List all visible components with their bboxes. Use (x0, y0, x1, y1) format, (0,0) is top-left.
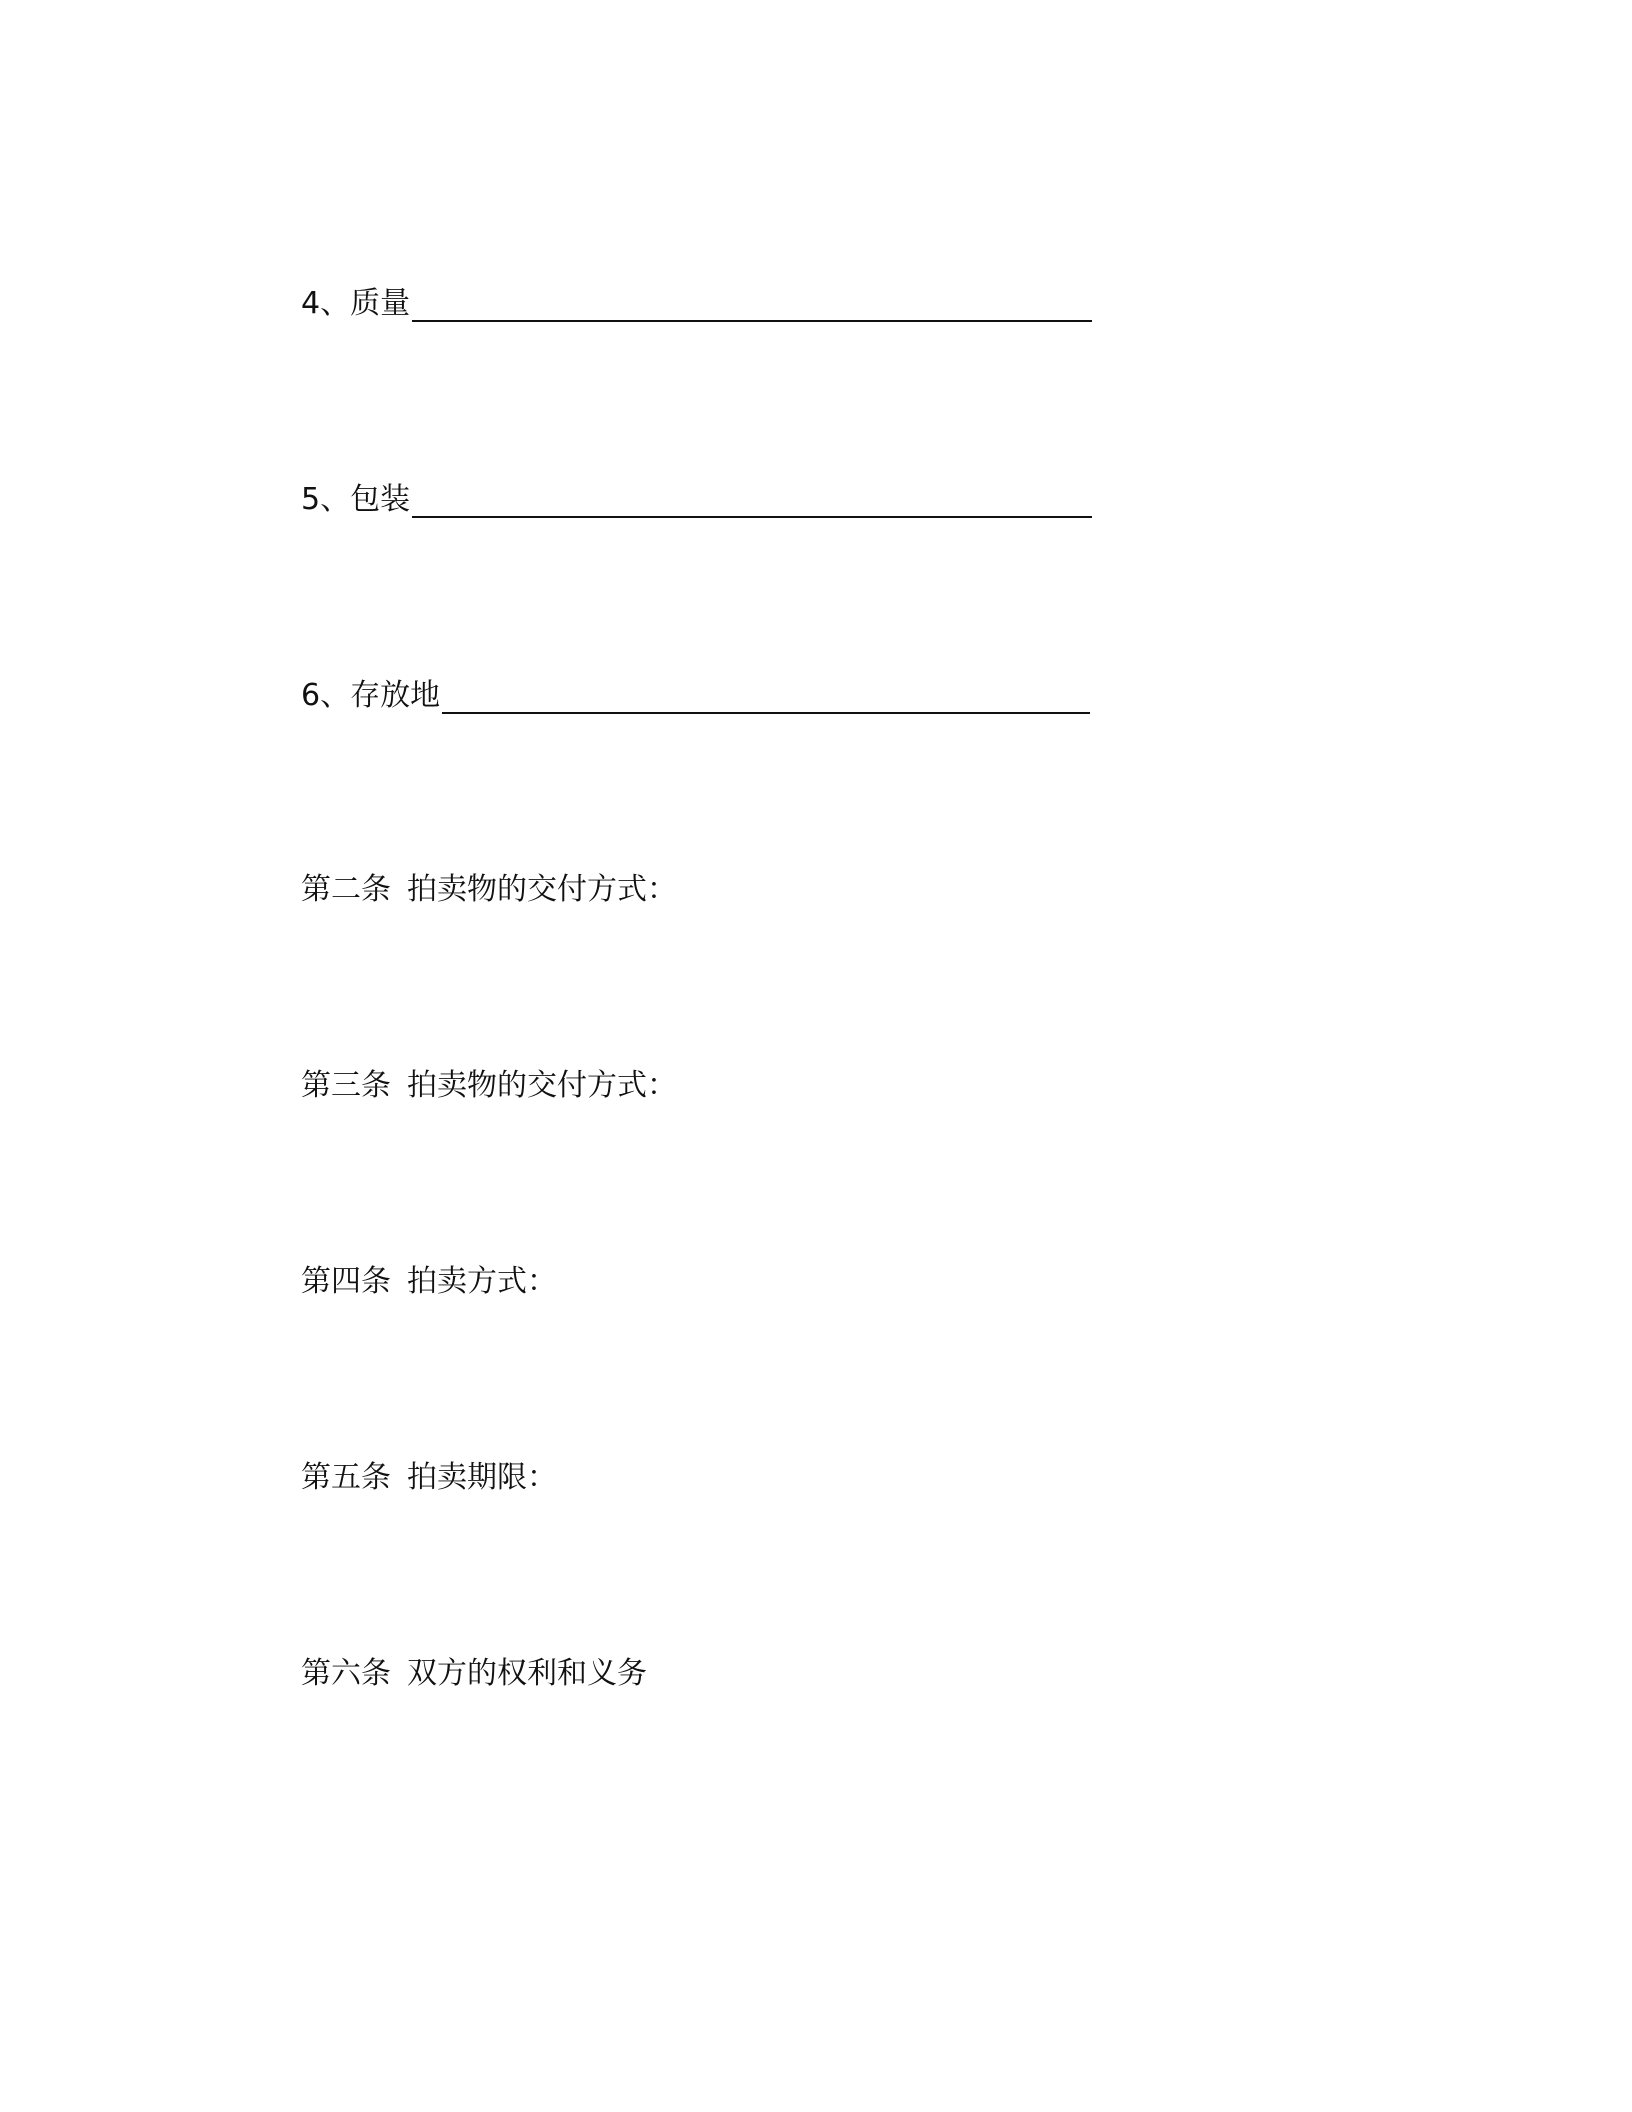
article-title: 拍卖期限： (407, 1460, 557, 1495)
fill-in-blank (442, 682, 1090, 714)
article-number: 第三条 (301, 1068, 391, 1103)
article-number: 第四条 (301, 1264, 391, 1299)
field-label: 4、质量 (301, 286, 411, 321)
field-label: 6、存放地 (301, 678, 441, 713)
article-6 (301, 1648, 647, 1692)
article-title: 双方的权利和义务 (407, 1656, 647, 1691)
article-3 (301, 1060, 677, 1104)
article-title: 拍卖物的交付方式： (407, 1068, 677, 1103)
field-packaging (301, 474, 1092, 518)
article-4 (301, 1256, 557, 1300)
field-quality (301, 278, 1092, 322)
article-5 (301, 1452, 557, 1496)
article-number: 第六条 (301, 1656, 391, 1691)
field-label: 5、包装 (301, 482, 411, 517)
article-number: 第二条 (301, 872, 391, 907)
article-2 (301, 864, 677, 908)
article-number: 第五条 (301, 1460, 391, 1495)
article-title: 拍卖方式： (407, 1264, 557, 1299)
article-title: 拍卖物的交付方式： (407, 872, 677, 907)
field-storage-location (301, 670, 1090, 714)
fill-in-blank (412, 290, 1092, 322)
fill-in-blank (412, 486, 1092, 518)
